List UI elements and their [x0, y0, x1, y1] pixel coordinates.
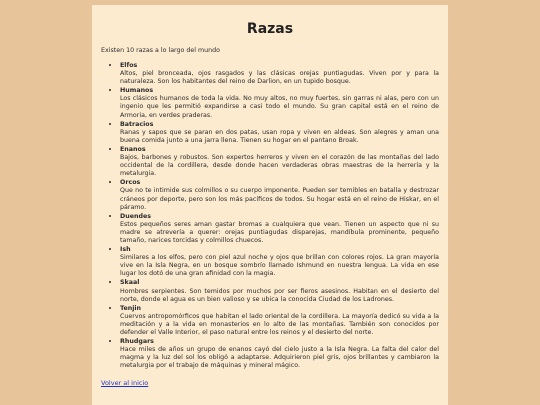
- list-item: [120, 212, 439, 245]
- list-item: [120, 245, 439, 278]
- race-name: • Tenjin: [120, 304, 142, 312]
- race-description: Ranas y sapos que se paran en dos patas, usan ropa y viven en aldeas. Son alegres y aman una buena comida junto a una jarra llena. Tienen su hogar en el pantano Broak.: [120, 128, 439, 144]
- list-item: [120, 304, 439, 337]
- race-name: • Enanos: [120, 145, 146, 153]
- back-to-home-link[interactable]: Volver al inicio: [101, 379, 149, 388]
- list-item: [120, 61, 439, 86]
- race-description: Bajos, barbones y robustos. Son expertos herreros y viven en el corazón de las montañas del lado occidental de la cordillera, desde donde hacen verdaderas obras maestras de la herrería y la metalurgia.: [120, 154, 439, 178]
- race-name: • Orcos: [120, 179, 141, 187]
- race-description: Que no te intimide sus colmillos o su cuerpo imponente. Pueden ser temibles en batalla y destrozar cráneos por deporte, pero son los más pacíficos de todos. Su hogar está en el reino de Hiskar, en el páramo.: [120, 187, 439, 211]
- race-name: • Elfos: [120, 62, 138, 69]
- list-item: [120, 337, 439, 370]
- race-description: Altos, piel bronceada, ojos rasgados y las clásicas orejas puntiagudas. Viven por y para la naturaleza. Son los habitantes del reino de Darlion, en un tupido bosque.: [120, 70, 439, 86]
- race-description: Similares a los elfos, pero con piel azul noche y ojos que brillan con colores rojos. La gran mayoría vive en la Isla Negra, en un bosque sombrío llamado Ishmund en nuestra lengua. La vida en ese lugar los dotó de una gran afinidad con la magia.: [120, 254, 439, 278]
- list-item: [120, 86, 439, 119]
- race-description: Los clásicos humanos de toda la vida. No muy altos, no muy fuertes, sin garras ni alas, pero con un ingenio que les permitió expandirse a casi todo el mundo. Su gran capital está en el reino de Armoria, en verdes praderas.: [120, 95, 439, 119]
- list-item: [120, 278, 439, 303]
- list-item: [120, 145, 439, 178]
- race-name: • Rhudgars: [120, 338, 154, 346]
- race-name: • Ish: [120, 246, 131, 254]
- list-item: [120, 120, 439, 145]
- race-description: Cuervos antropomórficos que habitan el lado oriental de la cordillera. La mayoría dedicó su vida a la meditación y a la vida en monasterios en lo alto de las montañas. También son conocidos por defender el Valle Interior, el paso natural entre los reinos y el desierto del norte.: [120, 312, 439, 336]
- race-list: [101, 61, 439, 370]
- page-title: Razas: [246, 21, 294, 37]
- race-name: • Batracios: [120, 120, 154, 128]
- content-panel: [92, 5, 448, 405]
- list-item: [120, 178, 439, 211]
- intro-text: Existen 10 razas a lo largo del mundo: [101, 47, 220, 54]
- race-description: Hombres serpientes. Son temidos por muchos por ser fieros asesinos. Habitan en el desierto del norte, donde el agua es un bien valioso y se ubica la conocida Ciudad de los Ladrones.: [120, 287, 439, 303]
- race-name: • Duendes: [120, 212, 151, 220]
- race-name: • Skaal: [120, 279, 140, 287]
- race-description: Estos pequeños seres aman gastar bromas a cualquiera que vean. Tienen un aspecto que ni su madre se atrevería a querer: orejas puntiagudas disparejas, mandíbula prominente, pequeño tamaño, narices torcidas y colmillos chuecos.: [120, 220, 439, 244]
- race-name: • Humanos: [120, 87, 154, 95]
- race-description: Hace miles de años un grupo de enanos cayó del cielo justo a la Isla Negra. La falta del calor del magma y la luz del sol los obligó a adaptarse. Adquirieron piel gris, ojos brillantes y cambiaron la metalurgia por el trabajo de máquinas y mineral mágico.: [120, 346, 439, 370]
